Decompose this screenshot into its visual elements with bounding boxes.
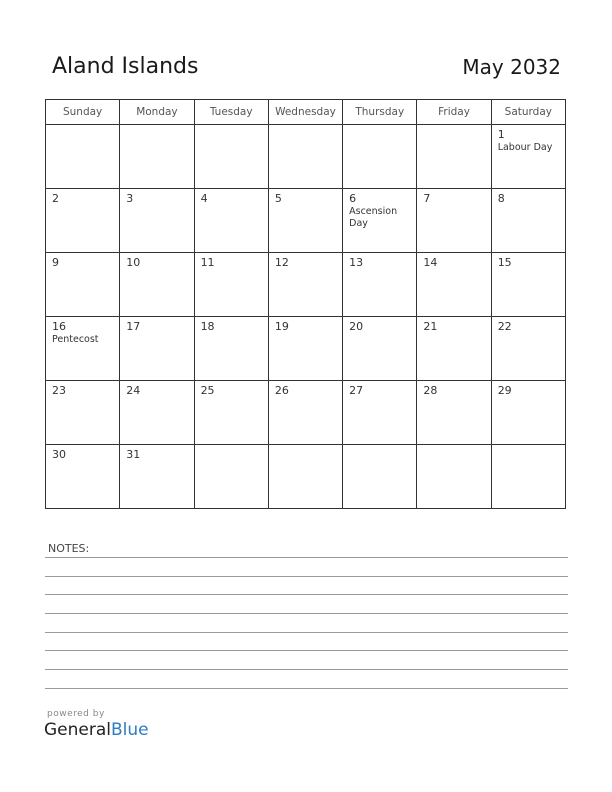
calendar-day-cell (46, 317, 120, 381)
day-number: 25 (200, 384, 215, 397)
weekday-monday: Monday (120, 100, 194, 125)
notes-line (45, 557, 568, 558)
weekday-wednesday: Wednesday (268, 100, 342, 125)
calendar-day-cell (343, 317, 417, 381)
logo-blue-text: Blue (111, 720, 149, 740)
day-number: 20 (349, 320, 364, 333)
day-number: 28 (423, 384, 438, 397)
day-number: 15 (497, 256, 512, 269)
calendar-region-title: Aland Islands (52, 54, 199, 79)
calendar-day-cell (268, 125, 342, 189)
day-number: 14 (423, 256, 438, 269)
calendar-week-row (46, 189, 566, 253)
day-number: 8 (497, 192, 505, 205)
calendar-day-cell (417, 189, 491, 253)
calendar-day-cell (46, 253, 120, 317)
calendar-day-cell (46, 125, 120, 189)
calendar-day-cell (417, 253, 491, 317)
calendar-day-cell (268, 189, 342, 253)
weekday-saturday: Saturday (491, 100, 565, 125)
calendar-week-row (46, 253, 566, 317)
day-number: 16 (52, 320, 66, 333)
calendar-day-cell (194, 317, 268, 381)
holiday-label: Labour Day (497, 142, 553, 153)
day-number: 29 (497, 384, 512, 397)
weekday-friday: Friday (417, 100, 491, 125)
day-number: 13 (349, 256, 364, 269)
calendar-day-cell (120, 253, 194, 317)
day-number: 6 (349, 192, 357, 205)
calendar-day-cell (491, 317, 565, 381)
calendar-day-cell (46, 381, 120, 445)
calendar-day-cell (491, 125, 565, 189)
calendar-week-row (46, 445, 566, 509)
calendar-day-cell (120, 189, 194, 253)
powered-by-text: powered by (47, 709, 105, 719)
notes-label: NOTES: (48, 542, 90, 555)
day-number: 22 (497, 320, 512, 333)
day-number: 18 (200, 320, 215, 333)
calendar-week-row (46, 317, 566, 381)
calendar-day-cell (268, 445, 342, 509)
day-number: 12 (274, 256, 289, 269)
calendar-body (46, 125, 566, 509)
calendar-day-cell (491, 445, 565, 509)
calendar-day-cell (491, 381, 565, 445)
day-number: 21 (423, 320, 438, 333)
generalblue-logo (44, 720, 149, 740)
calendar-day-cell (491, 253, 565, 317)
holiday-label: Ascension Day (349, 206, 398, 229)
notes-line (45, 688, 568, 689)
calendar-day-cell (268, 381, 342, 445)
calendar-day-cell (120, 445, 194, 509)
weekday-tuesday: Tuesday (194, 100, 268, 125)
day-number: 30 (52, 448, 66, 461)
notes-line (45, 613, 568, 614)
holiday-label: Pentecost (52, 334, 99, 345)
day-number: 3 (126, 192, 134, 205)
calendar-day-cell (120, 125, 194, 189)
day-number: 31 (126, 448, 141, 461)
notes-line (45, 632, 568, 633)
calendar-day-cell (194, 445, 268, 509)
day-number: 10 (126, 256, 141, 269)
calendar-day-cell (417, 445, 491, 509)
calendar-day-cell (417, 381, 491, 445)
calendar-day-cell (343, 189, 417, 253)
calendar-day-cell (343, 381, 417, 445)
calendar-day-cell (194, 125, 268, 189)
calendar-day-cell (491, 189, 565, 253)
day-number: 19 (274, 320, 289, 333)
notes-line (45, 594, 568, 595)
day-number: 11 (200, 256, 215, 269)
calendar-day-cell (343, 445, 417, 509)
day-number: 23 (52, 384, 66, 397)
calendar-day-cell (194, 189, 268, 253)
weekday-header-row (46, 100, 566, 125)
calendar-day-cell (46, 189, 120, 253)
day-number: 9 (52, 256, 59, 269)
calendar-day-cell (120, 317, 194, 381)
day-number: 2 (52, 192, 59, 205)
calendar-day-cell (194, 253, 268, 317)
notes-line (45, 650, 568, 651)
day-number: 17 (126, 320, 141, 333)
calendar-day-cell (46, 445, 120, 509)
day-number: 27 (349, 384, 364, 397)
calendar-day-cell (343, 125, 417, 189)
notes-line (45, 576, 568, 577)
day-number: 7 (423, 192, 431, 205)
day-number: 5 (274, 192, 282, 205)
calendar-day-cell (268, 317, 342, 381)
calendar-day-cell (343, 253, 417, 317)
notes-line (45, 669, 568, 670)
weekday-sunday: Sunday (46, 100, 120, 125)
day-number: 26 (274, 384, 289, 397)
calendar-grid (45, 99, 566, 509)
calendar-day-cell (417, 125, 491, 189)
weekday-thursday: Thursday (343, 100, 417, 125)
calendar-week-row (46, 381, 566, 445)
day-number: 1 (497, 128, 505, 141)
calendar-week-row (46, 125, 566, 189)
calendar-day-cell (120, 381, 194, 445)
calendar-month-title: May 2032 (462, 55, 561, 79)
logo-general-text: General (44, 720, 111, 740)
day-number: 24 (126, 384, 141, 397)
calendar-day-cell (268, 253, 342, 317)
calendar-day-cell (194, 381, 268, 445)
calendar-day-cell (417, 317, 491, 381)
day-number: 4 (200, 192, 208, 205)
